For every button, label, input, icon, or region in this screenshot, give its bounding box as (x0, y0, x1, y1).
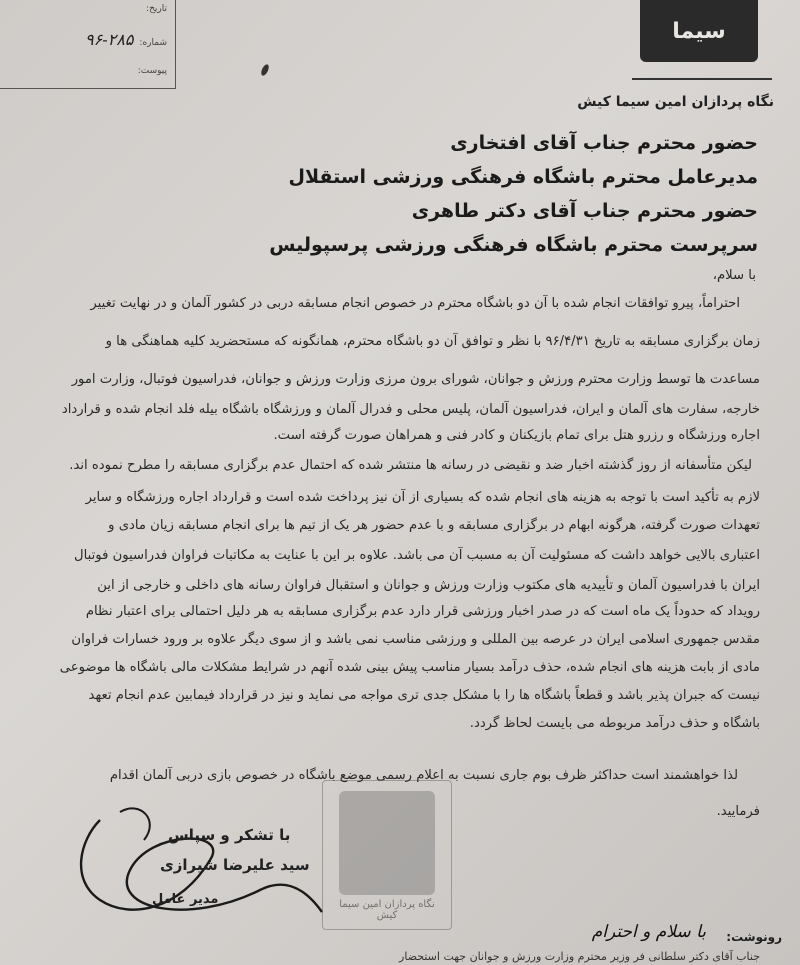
ink-mark (260, 63, 271, 76)
cc-handwritten-note: با سلام و احترام (591, 922, 706, 942)
addressee-line: حضور محترم جناب آقای افتخاری (450, 132, 758, 154)
cc-recipient-line: جناب آقای دکتر سلطانی فر وزیر محترم وزارت ورزش و جوانان جهت استحضار (399, 950, 760, 963)
date-row (146, 4, 167, 14)
body-line: خارجه، سفارت های آلمان و ایران، فدراسیون آلمان، پلیس محلی و فدرال آلمان و ورزشگاه باشگاه بیله فلد انجام شده و قرارداد (61, 402, 760, 417)
signer-title: مدیر عامل (152, 892, 219, 907)
number-row (85, 30, 167, 49)
logo-icon (640, 0, 758, 62)
signer-name: سید علیرضا شیرازی (160, 856, 310, 874)
body-line: مقدس جمهوری اسلامی ایران در عرصه بین المللی و ورزشی مناسب نمی باشد و از سوی دیگر علاوه بر ورود خسارات فراوان (71, 632, 760, 647)
number-label: شماره: (139, 38, 167, 48)
body-line: رویداد که حدوداً یک ماه است که در صدر اخبار ورزشی قرار دارد عدم برگزاری مسابقه به هر دلیل احتمالی برای اعتبار نظام (85, 604, 760, 619)
company-name: نگاه پردازان امین سیما کیش (577, 94, 774, 110)
attachment-label: پیوست: (137, 66, 167, 76)
body-line: زمان برگزاری مسابقه به تاریخ ۹۶/۴/۳۱ با نظر و توافق آن دو باشگاه محترم، همانگونه که مستحضرید کلیه هماهنگی ها و (105, 334, 760, 349)
body-line: احتراماً، پیرو توافقات انجام شده با آن دو باشگاه محترم در خصوص انجام مسابقه دربی در کشور آلمان و در نهایت تغییر (90, 296, 740, 311)
addressee-line: سرپرست محترم باشگاه فرهنگی ورزشی پرسپولیس (269, 234, 758, 256)
body-line: مادی از بابت هزینه های انجام شده، حذف درآمد بسیار مناسب پیش بینی شده آنهم در شرایط مشکلات مالی باشگاه ها موضوعی (59, 660, 760, 675)
cc-label: رونوشت: (726, 930, 782, 944)
body-line: اعتباری بالایی خواهد داشت که مسئولیت آن به مسبب آن می باشد. علاوه بر این با عنایت به مکاتبات فراوان فدراسیون فوتبال (74, 548, 760, 563)
body-line: فرمایید. (716, 804, 760, 819)
letter-meta-box (0, 0, 176, 89)
number-value: ۹۶-۲۸۵ (85, 30, 134, 49)
body-line: مساعدت ها توسط وزارت محترم ورزش و جوانان، شورای برون مرزی وزارت ورزش و جوانان، فدراسیون فوتبال، وزارت امور (71, 372, 760, 387)
body-line: نیست که جبران پذیر باشد و قطعاً باشگاه ها را با مشکل جدی تری مواجه می نماید و نیز در قرارداد فیمابین عدم انجام تعهد (88, 688, 760, 703)
greeting: با سلام، (712, 268, 756, 283)
attachment-row (138, 66, 167, 76)
body-line: باشگاه و حذف درآمد مربوطه می بایست لحاظ گردد. (469, 716, 760, 731)
closing-thanks: با تشکر و سپاس (168, 826, 291, 844)
body-line: لذا خواهشمند است حداکثر ظرف بوم جاری نسبت به اعلام رسمی موضع باشگاه در خصوص بازی دربی آلمان اقدام (109, 768, 738, 783)
date-label: تاریخ: (146, 4, 167, 14)
body-line: ایران با فدراسیون آلمان و تأییدیه های مکتوب وزارت ورزش و جوانان و استقبال فراوان رسانه های داخلی و خارجی از این (97, 578, 760, 593)
body-line: تعهدات صورت گرفته، هرگونه ابهام در برگزاری مسابقه و با عدم حضور هر یک از تیم ها برای انجام مسابقه زیان مادی و (108, 518, 760, 533)
body-line: اجاره ورزشگاه و رزرو هتل برای تمام بازیکنان و کادر فنی و همراهان صورت گرفته است. (273, 428, 760, 443)
logo-text: سیما (672, 18, 726, 44)
letterhead-logo (632, 0, 772, 80)
body-line: لیکن متأسفانه از روز گذشته اخبار ضد و نقیضی در رسانه ها منتشر شده که احتمال عدم برگزاری مسابقه را مطرح نموده اند. (69, 458, 752, 473)
stamp-text: نگاه پردازان امین سیما کیش (339, 899, 435, 921)
addressee-line: مدیرعامل محترم باشگاه فرهنگی ورزشی استقلال (288, 166, 758, 188)
company-stamp (322, 780, 452, 930)
stamp-logo-icon (339, 791, 435, 895)
addressee-line: حضور محترم جناب آقای دکتر طاهری (411, 200, 758, 222)
body-line: لازم به تأکید است با توجه به هزینه های انجام شده که بسیاری از آن نیز پرداخت شده است و قرارداد اجاره ورزشگاه و سایر (85, 490, 760, 505)
